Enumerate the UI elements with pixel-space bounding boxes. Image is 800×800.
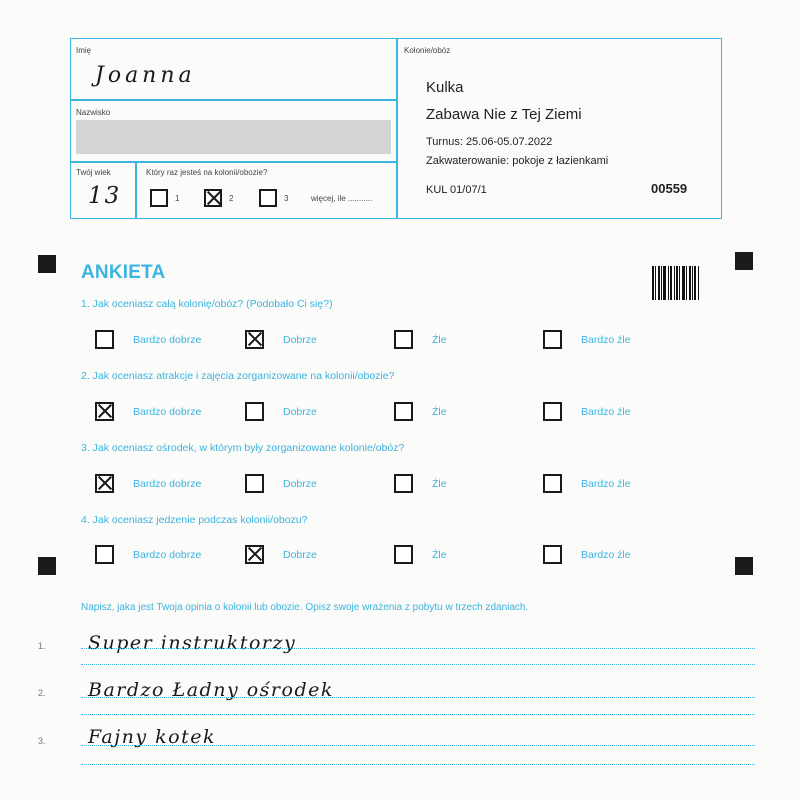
q4-option-label: Bardzo źle xyxy=(581,549,631,561)
opinion-dotted-line xyxy=(81,664,755,665)
q1-option-label: Bardzo dobrze xyxy=(133,334,202,346)
q4-option-dobrze-checkbox[interactable] xyxy=(245,545,264,564)
wiecej-label: więcej, ile ........... xyxy=(311,194,373,203)
header-divider xyxy=(71,99,397,101)
imie-label: Imię xyxy=(76,46,92,55)
survey-title: ANKIETA xyxy=(81,262,166,283)
q3-option-bardzo-dobrze-checkbox[interactable] xyxy=(95,474,114,493)
q2-option-label: Dobrze xyxy=(283,406,317,418)
header-divider xyxy=(396,39,398,218)
q1-option-dobrze-checkbox[interactable] xyxy=(245,330,264,349)
kolonia-title: Zabawa Nie z Tej Ziemi xyxy=(426,106,582,123)
opinion-line-number: 3. xyxy=(38,736,46,746)
registration-marker xyxy=(735,557,753,575)
header-divider xyxy=(71,161,397,163)
question-4: 4. Jak oceniasz jedzenie podczas kolonii/obozu? xyxy=(81,514,308,526)
q1-option-label: Źle xyxy=(432,334,447,346)
q2-option-dobrze-checkbox[interactable] xyxy=(245,402,264,421)
ktory-raz-label: Który raz jesteś na kolonii/obozie? xyxy=(146,168,268,177)
question-2: 2. Jak oceniasz atrakcje i zajęcia zorganizowane na kolonii/obozie? xyxy=(81,370,395,382)
opinion-dotted-line xyxy=(81,697,755,698)
barcode xyxy=(652,266,704,300)
registration-marker xyxy=(38,557,56,575)
kolonia-code: KUL 01/07/1 xyxy=(426,184,487,196)
kolonia-label: Kolonie/obóz xyxy=(404,46,451,55)
q4-option-label: Bardzo dobrze xyxy=(133,549,202,561)
opinion-dotted-line xyxy=(81,745,755,746)
q3-option-label: Bardzo dobrze xyxy=(133,478,202,490)
opinion-dotted-line xyxy=(81,648,755,649)
q3-option-label: Dobrze xyxy=(283,478,317,490)
q1-option-bardzo-dobrze-checkbox[interactable] xyxy=(95,330,114,349)
q2-option-zle-checkbox[interactable] xyxy=(394,402,413,421)
q3-option-bardzo-zle-checkbox[interactable] xyxy=(543,474,562,493)
q2-option-label: Źle xyxy=(432,406,447,418)
opinion-dotted-line xyxy=(81,714,755,715)
q3-option-label: Źle xyxy=(432,478,447,490)
registration-marker xyxy=(735,252,753,270)
opinion-dotted-line xyxy=(81,764,755,765)
opinion-answer-2[interactable]: Bardzo Ładny ośrodek xyxy=(88,679,334,701)
question-1: 1. Jak oceniasz całą kolonię/obóz? (Podobało Ci się?) xyxy=(81,298,333,310)
q4-option-bardzo-dobrze-checkbox[interactable] xyxy=(95,545,114,564)
ktory-raz-option-3: 3 xyxy=(284,194,289,203)
nazwisko-redacted xyxy=(76,120,391,154)
q2-option-label: Bardzo dobrze xyxy=(133,406,202,418)
header-divider xyxy=(135,161,137,218)
opinion-answer-3[interactable]: Fajny kotek xyxy=(88,726,216,748)
turnus-text: Turnus: 25.06-05.07.2022 xyxy=(426,136,553,148)
q1-option-zle-checkbox[interactable] xyxy=(394,330,413,349)
form-number: 00559 xyxy=(651,181,688,196)
q4-option-label: Dobrze xyxy=(283,549,317,561)
ktory-raz-checkbox-3[interactable] xyxy=(259,189,277,207)
question-3: 3. Jak oceniasz ośrodek, w którym były zorganizowane kolonie/obóz? xyxy=(81,442,405,454)
q2-option-bardzo-zle-checkbox[interactable] xyxy=(543,402,562,421)
registration-marker xyxy=(38,255,56,273)
q1-option-label: Dobrze xyxy=(283,334,317,346)
opinion-line-number: 2. xyxy=(38,688,46,698)
q3-option-zle-checkbox[interactable] xyxy=(394,474,413,493)
q2-option-label: Bardzo źle xyxy=(581,406,631,418)
q4-option-bardzo-zle-checkbox[interactable] xyxy=(543,545,562,564)
nazwisko-label: Nazwisko xyxy=(76,108,111,117)
ktory-raz-checkbox-2[interactable] xyxy=(204,189,222,207)
q4-option-zle-checkbox[interactable] xyxy=(394,545,413,564)
q3-option-dobrze-checkbox[interactable] xyxy=(245,474,264,493)
ktory-raz-option-2: 2 xyxy=(229,194,234,203)
q4-option-label: Źle xyxy=(432,549,447,561)
opinion-prompt: Napisz, jaka jest Twoja opinia o kolonii lub obozie. Opisz swoje wrażenia z pobytu w trzech zdaniach. xyxy=(81,602,529,613)
wiek-label: Twój wiek xyxy=(76,168,111,177)
wiek-value: 13 xyxy=(88,183,122,209)
ktory-raz-checkbox-1[interactable] xyxy=(150,189,168,207)
q2-option-bardzo-dobrze-checkbox[interactable] xyxy=(95,402,114,421)
q3-option-label: Bardzo źle xyxy=(581,478,631,490)
ktory-raz-option-1: 1 xyxy=(175,194,180,203)
kolonia-name: Kulka xyxy=(426,79,464,96)
header-form xyxy=(70,38,722,219)
q1-option-label: Bardzo źle xyxy=(581,334,631,346)
q1-option-bardzo-zle-checkbox[interactable] xyxy=(543,330,562,349)
zakwaterowanie-text: Zakwaterowanie: pokoje z łazienkami xyxy=(426,155,609,167)
opinion-answer-1[interactable]: Super instruktorzy xyxy=(88,632,297,654)
opinion-line-number: 1. xyxy=(38,641,46,651)
imie-value: Joanna xyxy=(95,63,196,88)
